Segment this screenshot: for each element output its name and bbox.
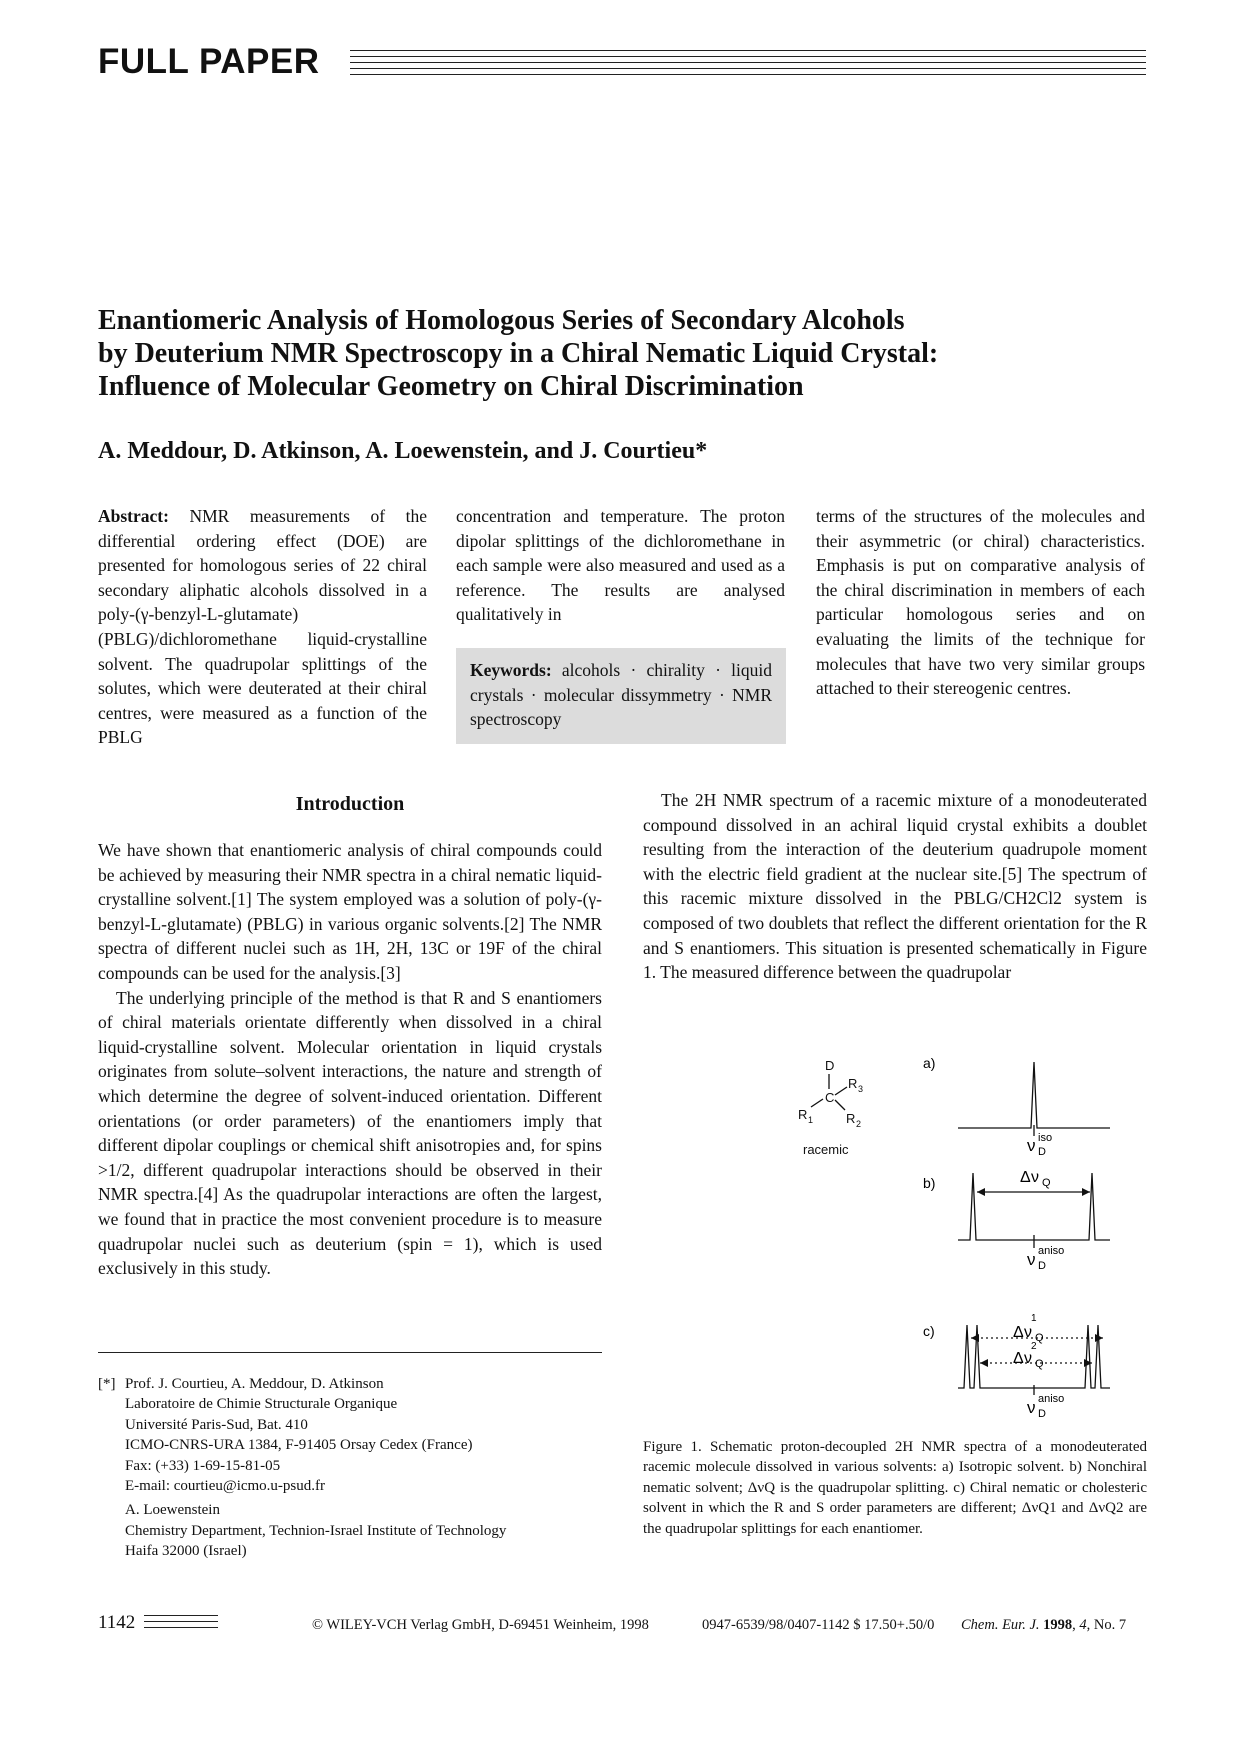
panel-label-c: c)	[923, 1323, 935, 1339]
footnote-line: ICMO-CNRS-URA 1384, F-91405 Orsay Cedex (France)	[125, 1437, 473, 1454]
footnote-line: Université Paris-Sud, Bat. 410	[125, 1416, 308, 1433]
footnote-line: Haifa 32000 (Israel)	[125, 1543, 247, 1560]
paragraph-3: The 2H NMR spectrum of a racemic mixture of a monodeuterated compound dissolved in an achiral liquid crystal exhibits a doublet resulting from the interaction of the deuterium quadrupole moment with the electric field gradient at the nuclear site.[5] The spectrum of this racemic mixture dissolved in the PBLG/CH2Cl2 system is composed of two doublets that reflect the different orientation for the R and S enantiomers. This situation is presented schematically in Figure 1. The measured difference between the quadrupolar	[643, 790, 1147, 983]
footnote-line: Chemistry Department, Technion-Israel Institute of Technology	[125, 1522, 507, 1539]
atom-r1-label: R	[798, 1107, 808, 1122]
keywords-box	[456, 648, 786, 744]
atom-r3-subscript: 3	[858, 1084, 864, 1094]
journal-name: Chem. Eur. J.	[961, 1617, 1040, 1633]
journal-issue: , No. 7	[1086, 1617, 1127, 1633]
abstract-column-2	[456, 504, 785, 627]
header-rules	[350, 50, 1146, 80]
running-header: FULL PAPER	[98, 42, 320, 81]
title-line-3: Influence of Molecular Geometry on Chiral Discrimination	[98, 371, 804, 402]
delta-nu-q1-symbol: ν	[1024, 1324, 1032, 1341]
footnote-block-2	[98, 1500, 618, 1561]
article-code: 0947-6539/98/0407-1142 $ 17.50+.50/0	[702, 1617, 935, 1633]
page-number-rules	[144, 1615, 218, 1635]
abstract-text-3: terms of the structures of the molecules and their asymmetric (or chiral) characteristics. Emphasis is put on comparative analysis of the chiral discrimination in members of each particular homologous series and on evaluating the limits of the technique for molecules that have two very similar groups attached to their stereogenic centres.	[816, 506, 1145, 699]
delta-nu-q-subscript: Q	[1042, 1177, 1051, 1189]
journal-year: 1998	[1043, 1617, 1073, 1633]
keywords-text: alcohols · chirality · liquid crystals · molecular dissymmetry · NMR spectroscopy	[470, 660, 772, 730]
delta-nu-q-label: Δ	[1020, 1169, 1031, 1186]
nu-d-iso-subscript: D	[1038, 1146, 1046, 1158]
nu-d-aniso-c-superscript: aniso	[1038, 1393, 1065, 1405]
nu-d-aniso-symbol: ν	[1027, 1250, 1036, 1269]
delta-nu-q1-index: 1	[1031, 1313, 1037, 1324]
spectrum-b-nonchiral	[958, 1169, 1110, 1272]
panel-label-b: b)	[923, 1175, 936, 1191]
footnote-block-1	[98, 1374, 618, 1496]
figure-1-schematic	[785, 1045, 1155, 1435]
journal-volume: 4	[1079, 1617, 1087, 1633]
delta-nu-q2-symbol: ν	[1024, 1350, 1032, 1367]
delta-nu-q2-index: 2	[1031, 1341, 1037, 1352]
nu-d-aniso-c-subscript: D	[1038, 1408, 1046, 1420]
delta-nu-q1-label: Δ	[1013, 1324, 1024, 1341]
panel-label-a: a)	[923, 1055, 936, 1071]
abstract-text-2: concentration and temperature. The proton dipolar splittings of the dichloromethane in each sample were also measured and used as a reference. The results are analysed qualitatively in	[456, 506, 785, 625]
author-footnote	[98, 1374, 618, 1562]
atom-r2-label: R	[846, 1111, 856, 1126]
delta-nu-q-symbol: ν	[1031, 1169, 1039, 1186]
atom-r1-subscript: 1	[808, 1115, 814, 1125]
delta-nu-q2-label: Δ	[1013, 1350, 1024, 1367]
atom-r2-subscript: 2	[856, 1119, 862, 1129]
spectrum-a-isotropic	[958, 1062, 1110, 1158]
journal-citation: Chem. Eur. J. 1998, 4, No. 7	[961, 1617, 1127, 1633]
footnote-line: E-mail: courtieu@icmo.u-psud.fr	[125, 1478, 326, 1495]
abstract-text-1: NMR measurements of the differential ordering effect (DOE) are presented for homologous series of 22 chiral secondary aliphatic alcohols dissolved in a poly-(γ-benzyl-L-glutamate) (PBLG)/dichloromethane liquid-crystalline solvent. The quadrupolar splittings of the solutes, which were deuterated at their chiral centres, were measured as a function of the PBLG	[98, 506, 427, 748]
atom-c-label: C	[825, 1090, 835, 1105]
spectrum-c-chiral	[958, 1313, 1110, 1420]
nu-d-aniso-c-symbol: ν	[1027, 1398, 1036, 1417]
page-number: 1142	[98, 1612, 136, 1633]
paper-title	[98, 304, 1158, 403]
section-heading-introduction: Introduction	[295, 793, 405, 815]
molecule-structure	[798, 1058, 863, 1157]
paragraph-1: We have shown that enantiomeric analysis of chiral compounds could be achieved by measuring their NMR spectra in a chiral nematic liquid-crystalline solvent.[1] The system employed was a solution of poly-(γ-benzyl-L-glutamate) (PBLG) in various organic solvents.[2] The NMR spectra of different nuclei such as 1H, 2H, 13C or 19F of the chiral compounds can be used for the analysis.[3]	[98, 840, 602, 983]
nu-d-aniso-superscript: aniso	[1038, 1245, 1065, 1257]
footnote-line: Prof. J. Courtieu, A. Meddour, D. Atkinson	[125, 1376, 384, 1392]
footnote-line: Laboratoire de Chimie Structurale Organique	[125, 1396, 398, 1413]
delta-nu-q1-subscript: Q	[1035, 1332, 1044, 1344]
author-list: A. Meddour, D. Atkinson, A. Loewenstein, and J. Courtieu*	[98, 438, 708, 464]
footnote-rule	[98, 1352, 602, 1353]
title-line-2: by Deuterium NMR Spectroscopy in a Chiral Nematic Liquid Crystal:	[98, 338, 939, 369]
paragraph-2: The underlying principle of the method is that R and S enantiomers of chiral materials orientate differently when dissolved in a chiral liquid-crystalline solvent. Molecular orientation in liquid crystals originates from solute–solvent interactions, the nature and strength of which determine the degree of solvent-induced orientation. Different orientations (or order parameters) of the enantiomers imply that different dipolar couplings or chemical shift anisotropies and, for spins >1/2, different quadrupolar interactions should be observed in their NMR spectra.[4] As the quadrupolar interactions are often the largest, we found that in practice the most convenient procedure is to measure quadrupolar nuclei such as deuterium (spin = 1), which is used exclusively in this study.	[98, 987, 602, 1279]
copyright-line: © WILEY-VCH Verlag GmbH, D-69451 Weinheim, 1998	[312, 1617, 649, 1633]
footnote-line: Fax: (+33) 1-69-15-81-05	[125, 1457, 281, 1474]
abstract-label: Abstract:	[98, 506, 169, 526]
nu-d-iso-symbol: ν	[1027, 1136, 1036, 1155]
racemic-label: racemic	[803, 1142, 849, 1157]
title-line-1: Enantiomeric Analysis of Homologous Series of Secondary Alcohols	[98, 305, 905, 336]
abstract-column-1	[98, 504, 427, 750]
nu-d-iso-superscript: iso	[1038, 1132, 1053, 1144]
footnote-mark: [*]	[98, 1376, 116, 1392]
abstract-column-3	[816, 504, 1145, 701]
keywords-label: Keywords:	[470, 660, 552, 680]
nu-d-aniso-subscript: D	[1038, 1260, 1046, 1272]
atom-d-label: D	[825, 1058, 835, 1073]
figure-1-caption: Figure 1. Schematic proton-decoupled 2H NMR spectra of a monodeuterated racemic molecule dissolved in various solvents: a) Isotropic solvent. b) Nonchiral nematic solvent; ΔνQ is the quadrupolar splitting. c) Chiral nematic or cholesteric solvent in which the R and S order parameters are different; ΔνQ1 and ΔνQ2 are the quadrupolar splittings for each enantiomer.	[643, 1439, 1147, 1537]
delta-nu-q2-subscript: Q	[1035, 1358, 1044, 1370]
footnote-line: A. Loewenstein	[125, 1502, 220, 1519]
body-column-left	[98, 838, 602, 1281]
atom-r3-label: R	[848, 1076, 858, 1091]
body-column-right	[643, 788, 1147, 985]
